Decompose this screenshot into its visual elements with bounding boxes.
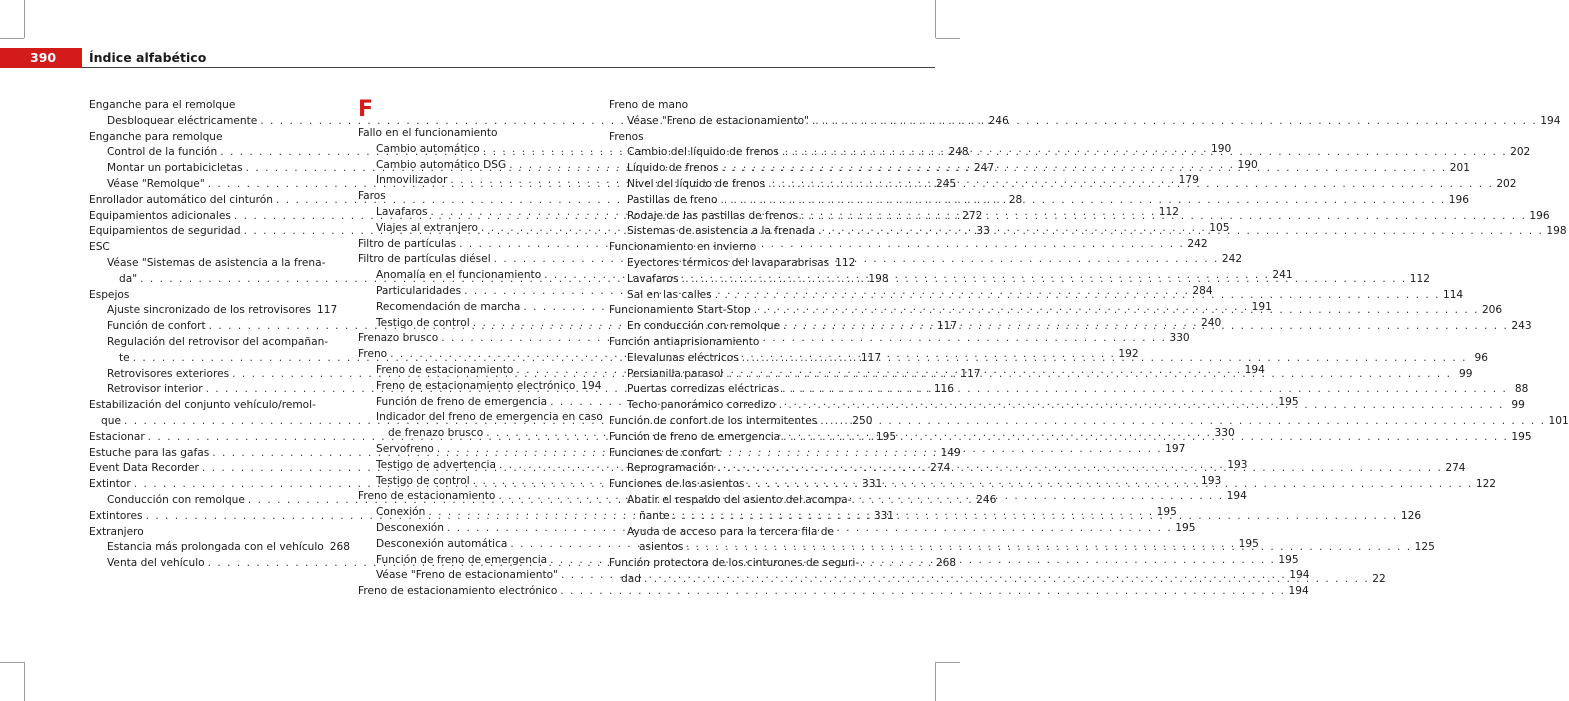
entry-text: Freno de estacionamiento electrónico bbox=[358, 585, 558, 598]
page-ref: 122 bbox=[1475, 478, 1497, 491]
entry-text: Cambio automático bbox=[376, 142, 480, 155]
page-ref: 201 bbox=[1449, 162, 1470, 175]
entry-text: Cambio del líquido de frenos bbox=[627, 146, 779, 159]
entry-text: Eyectores térmicos del lavaparabrisas bbox=[627, 256, 830, 269]
entry-text: Conducción con remolque bbox=[107, 493, 245, 506]
header-rule bbox=[82, 67, 935, 68]
entry-text: Véase "Freno de estacionamiento" bbox=[627, 114, 809, 127]
leader-dots bbox=[748, 477, 1473, 493]
entry-text: Véase "Remolque" bbox=[107, 177, 205, 190]
entry-text: Sistemas de asistencia a la frenada bbox=[627, 225, 816, 238]
entry-text: Rodaje de las pastillas de frenos bbox=[627, 209, 799, 222]
page-ref: 242 bbox=[1221, 253, 1243, 266]
page-ref: 96 bbox=[1474, 351, 1488, 364]
entry-text: Función de confort de los intermitentes bbox=[609, 414, 818, 427]
index-subentry bbox=[358, 379, 602, 395]
page-ref: 241 bbox=[1272, 269, 1293, 282]
page-ref: 194 bbox=[1244, 363, 1265, 376]
page-ref: 149 bbox=[940, 446, 961, 459]
page-ref: 194 bbox=[1289, 569, 1310, 582]
entry-text-continued: asientos bbox=[639, 541, 684, 554]
leader-dots bbox=[818, 224, 1543, 240]
leader-dots bbox=[783, 430, 1508, 446]
entry-text: Estancia más prolongada con el vehículo bbox=[107, 541, 324, 554]
entry-text-continued: de frenazo brusco bbox=[388, 427, 484, 440]
leader-dots bbox=[722, 161, 1447, 177]
entry-text: Anomalía en el funcionamiento bbox=[376, 269, 542, 282]
entry-text: Funciones de los asientos bbox=[609, 478, 745, 491]
entry-text: Servofreno bbox=[376, 442, 434, 455]
entry-text: Particularidades bbox=[376, 284, 462, 297]
entry-text: Fallo en el funcionamiento bbox=[358, 127, 498, 139]
page-ref: 274 bbox=[930, 462, 951, 475]
page-ref: 284 bbox=[1192, 284, 1213, 297]
entry-text: Función de freno de emergencia bbox=[376, 395, 548, 408]
leader-dots bbox=[783, 319, 1508, 335]
page-ref: 330 bbox=[1214, 427, 1235, 440]
page-ref: 194 bbox=[1226, 490, 1247, 503]
page-ref: 117 bbox=[860, 351, 882, 364]
page-ref: 117 bbox=[317, 304, 338, 317]
entry-text: Estuche para las gafas bbox=[89, 446, 210, 459]
index-entry bbox=[358, 126, 598, 142]
leader-dots bbox=[673, 510, 1398, 522]
page-ref: 194 bbox=[1540, 114, 1561, 127]
page-ref: 331 bbox=[873, 509, 895, 522]
leader-dots bbox=[801, 209, 1526, 225]
page-ref: 194 bbox=[581, 379, 602, 392]
entry-text: Enganche para remolque bbox=[89, 130, 223, 143]
entry-text: Líquido de frenos bbox=[627, 162, 719, 175]
page-ref: 193 bbox=[1227, 458, 1248, 471]
entry-text: Persianilla parasol bbox=[627, 367, 724, 380]
entry-text: Extintores bbox=[89, 509, 143, 522]
page-ref: 268 bbox=[329, 541, 351, 554]
entry-text: Testigo de advertencia bbox=[376, 458, 496, 471]
entry-text-continued: dad bbox=[621, 572, 641, 585]
entry-text: Nivel del líquido de frenos bbox=[627, 177, 766, 190]
page-ref: 246 bbox=[976, 493, 997, 506]
page-ref: 268 bbox=[935, 557, 957, 570]
page-ref: 202 bbox=[1510, 146, 1531, 159]
entry-text: Pastillas de freno bbox=[627, 193, 718, 206]
entry-text: En conducción con remolque bbox=[627, 320, 781, 333]
entry-text: Indicador del freno de emergencia en caso bbox=[376, 411, 603, 424]
page-ref: 195 bbox=[1175, 521, 1196, 534]
page-ref: 105 bbox=[1209, 221, 1230, 234]
entry-text: ESC bbox=[89, 241, 110, 254]
entry-text: Lavafaros bbox=[376, 205, 428, 218]
page-ref: 331 bbox=[862, 478, 883, 491]
page-ref: 197 bbox=[1165, 442, 1186, 455]
entry-text-continued: te bbox=[119, 351, 130, 364]
entry-text: Techo panorámico corredizo bbox=[627, 399, 776, 412]
page-ref: 195 bbox=[1278, 553, 1299, 566]
entry-text: Estacionar bbox=[89, 430, 145, 443]
entry-text: Funciones de confort bbox=[609, 446, 720, 459]
entry-text-continued: ñante bbox=[639, 509, 670, 522]
entry-text: Viajes al extranjero bbox=[376, 221, 478, 234]
leader-dots bbox=[686, 541, 1411, 553]
index-entry bbox=[609, 98, 850, 114]
entry-text: Función de confort bbox=[107, 320, 206, 333]
leader-dots bbox=[715, 288, 1440, 304]
leader-dots bbox=[644, 573, 1369, 585]
page-ref: 190 bbox=[1211, 142, 1232, 155]
page-ref: 195 bbox=[1278, 395, 1299, 408]
leader-dots bbox=[726, 367, 1451, 383]
page-ref: 195 bbox=[875, 430, 897, 443]
page-ref: 33 bbox=[976, 225, 990, 238]
entry-text: Elevalunas eléctricos bbox=[627, 351, 739, 364]
page-ref: 112 bbox=[1409, 272, 1430, 285]
entry-text: Desconexión automática bbox=[376, 537, 508, 550]
leader-dots bbox=[720, 193, 1445, 209]
page-ref: 243 bbox=[1511, 320, 1532, 333]
leader-dots bbox=[768, 177, 1493, 193]
page-ref: 179 bbox=[1178, 174, 1199, 187]
page-ref: 250 bbox=[852, 414, 873, 427]
entry-text: Extintor bbox=[89, 478, 131, 491]
index-subentry bbox=[609, 256, 856, 272]
page-ref: 195 bbox=[1156, 506, 1177, 519]
entry-text: Filtro de partículas bbox=[358, 237, 457, 250]
page-ref: 126 bbox=[1400, 509, 1422, 522]
page-ref: 190 bbox=[1237, 158, 1258, 171]
index-entry bbox=[609, 240, 850, 256]
entry-text: Estabilización del conjunto vehículo/remol- bbox=[89, 399, 316, 412]
page-ref: 196 bbox=[1529, 209, 1550, 222]
page-ref: 28 bbox=[1008, 193, 1023, 206]
entry-text: Espejos bbox=[89, 288, 130, 301]
page-ref: 99 bbox=[1511, 399, 1525, 412]
entry-text: Retrovisor interior bbox=[107, 383, 203, 396]
entry-text: Abatir el respaldo del asiento del acompa- bbox=[627, 493, 852, 506]
leader-dots bbox=[682, 272, 1407, 288]
entry-text: Control de la función bbox=[107, 146, 218, 159]
index-entry bbox=[89, 288, 333, 304]
page-ref: 116 bbox=[933, 383, 955, 396]
index-entry bbox=[89, 525, 333, 541]
page-ref: 191 bbox=[1251, 300, 1272, 313]
index-entry bbox=[609, 335, 850, 351]
entry-text: Puertas corredizas eléctricas bbox=[627, 383, 780, 396]
entry-text: Freno de estacionamiento bbox=[358, 490, 496, 503]
section-letter: F bbox=[358, 97, 374, 122]
entry-text: Freno de estacionamiento bbox=[376, 363, 514, 376]
page-ref: 114 bbox=[1442, 288, 1464, 301]
leader-dots bbox=[742, 351, 1467, 367]
index-entry bbox=[609, 446, 850, 462]
entry-text: Frenazo brusco bbox=[358, 332, 439, 345]
entry-text: Event Data Recorder bbox=[89, 462, 199, 475]
page-ref: 242 bbox=[1187, 237, 1208, 250]
entry-text: Función de freno de emergencia bbox=[376, 553, 548, 566]
entry-text: Enganche para el remolque bbox=[89, 99, 236, 111]
page-ref: 125 bbox=[1414, 541, 1435, 554]
entry-text: Función protectora de los cinturones de seguri- bbox=[609, 557, 860, 570]
leader-dots bbox=[717, 461, 1442, 477]
page-ref: 247 bbox=[973, 162, 995, 175]
page-ref: 272 bbox=[962, 209, 983, 222]
entry-text: Freno bbox=[358, 348, 388, 361]
entry-text: Inmovilizador bbox=[376, 174, 448, 187]
entry-text: Freno de estacionamiento electrónico bbox=[376, 379, 576, 392]
entry-text: Reprogramación bbox=[627, 462, 715, 475]
entry-text: Desbloquear eléctricamente bbox=[107, 114, 258, 127]
page-ref: 117 bbox=[936, 320, 958, 333]
entry-text: Equipamientos de seguridad bbox=[89, 225, 241, 238]
entry-text-continued: da" bbox=[119, 272, 138, 285]
page-ref: 99 bbox=[1459, 367, 1473, 380]
page-ref: 330 bbox=[1169, 332, 1190, 345]
page-ref: 117 bbox=[960, 367, 981, 380]
page-ref: 274 bbox=[1445, 462, 1466, 475]
index-entry bbox=[358, 189, 598, 205]
entry-text: Enrollador automático del cinturón bbox=[89, 193, 273, 206]
entry-text: Véase "Freno de estacionamiento" bbox=[376, 569, 558, 582]
entry-text: Retrovisores exteriores bbox=[107, 367, 230, 380]
page-ref: 101 bbox=[1548, 414, 1569, 427]
entry-text: Conexión bbox=[376, 506, 426, 519]
entry-text: Lavafaros bbox=[627, 272, 679, 285]
page-ref: 195 bbox=[1238, 537, 1259, 550]
page-ref: 194 bbox=[1288, 585, 1309, 598]
entry-text: Extranjero bbox=[89, 525, 144, 538]
leader-dots bbox=[782, 145, 1507, 161]
page-ref: 112 bbox=[835, 256, 856, 269]
entry-text: Testigo de control bbox=[376, 474, 470, 487]
entry-text: Recomendación de marcha bbox=[376, 300, 521, 313]
entry-text: Venta del vehículo bbox=[107, 557, 205, 570]
page-ref: 112 bbox=[1158, 205, 1179, 218]
index-entry bbox=[89, 98, 333, 114]
page-ref: 198 bbox=[868, 272, 889, 285]
entry-text: Sal en las calles bbox=[627, 288, 712, 301]
entry-text: Cambio automático DSG bbox=[376, 158, 507, 171]
page-ref: 245 bbox=[935, 177, 957, 190]
leader-dots bbox=[494, 252, 1219, 268]
page-ref: 246 bbox=[988, 114, 1009, 127]
index-subentry bbox=[89, 540, 351, 556]
entry-text: Faros bbox=[358, 190, 386, 203]
entry-text: Regulación del retrovisor del acompañan- bbox=[107, 335, 329, 348]
entry-text: Frenos bbox=[609, 130, 644, 143]
page-ref: 195 bbox=[1511, 430, 1532, 443]
leader-dots bbox=[782, 382, 1507, 398]
entry-text: Freno de mano bbox=[609, 99, 689, 111]
page-ref: 88 bbox=[1514, 383, 1529, 396]
entry-text: Funcionamiento en invierno bbox=[609, 241, 757, 254]
entry-text: Función antiaprisionamiento bbox=[609, 335, 760, 348]
index-entry bbox=[609, 130, 850, 146]
entry-text: Ayuda de acceso para la tercera fila de bbox=[627, 525, 835, 538]
page-ref: 196 bbox=[1448, 193, 1469, 206]
entry-text: Desconexión bbox=[376, 521, 444, 534]
page-ref: 206 bbox=[1481, 304, 1503, 317]
index-entry bbox=[89, 240, 333, 256]
leader-dots bbox=[820, 414, 1545, 430]
leader-dots bbox=[754, 303, 1479, 319]
entry-text: Función de freno de emergencia bbox=[609, 430, 781, 443]
leader-dots bbox=[779, 398, 1504, 414]
index-entry bbox=[358, 584, 1309, 600]
leader-dots bbox=[812, 114, 1537, 130]
page-ref: 193 bbox=[1200, 474, 1222, 487]
page-ref: 192 bbox=[1118, 348, 1139, 361]
entry-text: Testigo de control bbox=[376, 316, 470, 329]
entry-text: Filtro de partículas diésel bbox=[358, 253, 491, 266]
entry-text: Véase "Sistemas de asistencia a la frena- bbox=[107, 256, 326, 269]
page-ref: 198 bbox=[1546, 225, 1567, 238]
index-entry bbox=[89, 130, 333, 146]
page-ref: 248 bbox=[948, 146, 969, 159]
entry-text: Funcionamiento Start-Stop bbox=[609, 304, 751, 317]
index-subentry bbox=[89, 303, 338, 319]
entry-text: Equipamientos adicionales bbox=[89, 209, 231, 222]
entry-text: Ajuste sincronizado de los retrovisores bbox=[107, 304, 312, 317]
page-number: 390 bbox=[30, 50, 57, 65]
page-title: Índice alfabético bbox=[89, 50, 207, 65]
entry-text-continued: que bbox=[101, 414, 121, 427]
page-ref: 202 bbox=[1496, 177, 1517, 190]
page-ref: 22 bbox=[1372, 572, 1386, 585]
entry-text: Montar un portabicicletas bbox=[107, 162, 243, 175]
page-ref: 240 bbox=[1200, 316, 1222, 329]
